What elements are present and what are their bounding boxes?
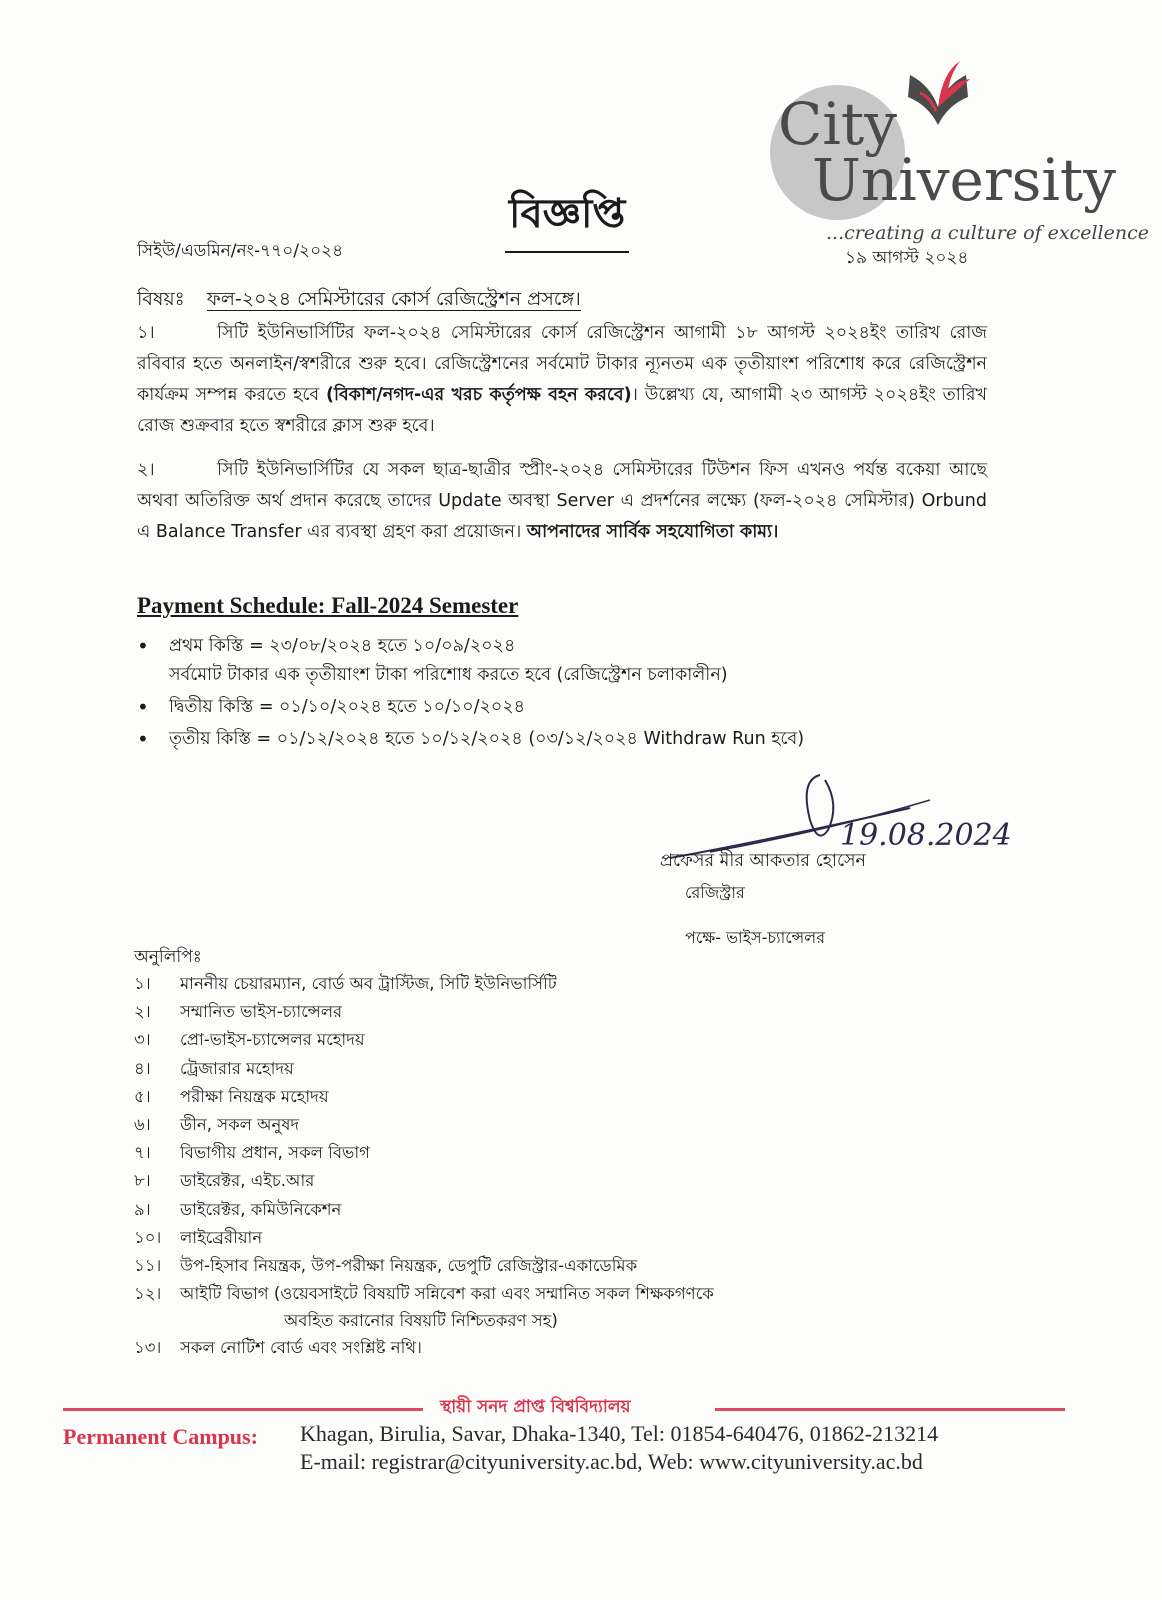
schedule-heading: Payment Schedule: Fall-2024 Semester [137,593,519,618]
cc-text: সকল নোটিশ বোর্ড এবং সংশ্লিষ্ট নথি। [180,1338,422,1358]
cc-item [134,1111,714,1139]
cc-number: ২। [134,1002,151,1022]
cc-heading: অনুলিপিঃ [134,947,202,967]
schedule-item-text: • তৃতীয় কিস্তি = ০১/১২/২০২৪ হতে ১০/১২/২০২৪ (০৩/১২/২০২৪ Withdraw Run হবে) [169,729,805,749]
subject-text: ফল-২০২৪ সেমিস্টারের কোর্স রেজিস্ট্রেশন প্রসঙ্গে। [206,288,581,310]
cc-text: ডীন, সকল অনুষদ [180,1115,300,1135]
cc-text: উপ-হিসাব নিয়ন্ত্রক, উপ-পরীক্ষা নিয়ন্ত্রক, ডেপুটি রেজিস্ট্রার-একাডেমিক [180,1256,638,1276]
cc-item [134,1334,714,1362]
cc-number: ৬। [134,1115,151,1135]
cc-number: ৯। [134,1199,151,1219]
cc-item [134,1083,714,1111]
on-behalf-of: পক্ষে- ভাইস-চ্যান্সেলর [685,928,825,947]
cc-item [134,970,714,998]
cc-item [134,1196,714,1224]
paragraph-text: সিটি ইউনিভার্সিটির ফল-২০২৪ সেমিস্টারের কোর্স রেজিস্ট্রেশন আগামী ১৮ আগস্ট ২০২৪ইং তারিখ রোজ রবিবার হতে অনলাইন/স্বশরীরে শুরু হবে। রেজিস্ট্রেশনের সর্বমোট টাকার ন্যূনতম এক তৃতীয়াংশ পরিশোধ করে রেজিস্ট্রেশন কার্যক্রম সম্পন্ন করতে হবে [137,323,987,405]
paragraph-2 [137,455,987,548]
cc-number: ৫। [134,1086,151,1106]
book-icon [890,55,980,145]
cc-number: ১০। [134,1227,162,1247]
footer-campus-label: Permanent Campus: [63,1424,258,1449]
cc-text: ডাইরেক্টর, এইচ.আর [180,1171,315,1191]
paragraph-bold: আপনাদের সার্বিক সহযোগিতা কাম্য। [526,522,779,542]
cc-number: ৮। [134,1171,151,1191]
signatory-name: প্রফেসর মীর আকতার হোসেন [660,851,867,871]
cc-item [134,1055,714,1083]
cc-number: ১২। [134,1284,162,1304]
cc-item [134,1167,714,1195]
cc-item [134,1139,714,1167]
schedule-item-note: সর্বমোট টাকার এক তৃতীয়াংশ টাকা পরিশোধ করতে হবে (রেজিস্ট্রেশন চলাকালীন) [169,665,728,685]
cc-list [134,970,714,1363]
footer-rule-left [63,1408,423,1411]
logo-tagline: ...creating a culture of excellence [826,222,1149,244]
paragraph-bold: (বিকাশ/নগদ-এর খরচ কর্তৃপক্ষ বহন করবে) [326,385,632,405]
cc-item [134,1026,714,1054]
paragraph-1 [137,318,987,442]
footer-accreditation: স্থায়ী সনদ প্রাপ্ত বিশ্ববিদ্যালয় [440,1397,631,1417]
cc-number: ৪। [134,1058,151,1078]
cc-text: লাইব্রেরীয়ান [180,1227,263,1247]
cc-text-continued: অবহিত করানোর বিষয়টি নিশ্চিতকরণ সহ) [284,1311,558,1331]
schedule-item-text: • প্রথম কিস্তি = ২৩/০৮/২০২৪ হতে ১০/০৯/২০২৪ [169,636,516,656]
subject-line [137,285,581,317]
subject-label: বিষয়ঃ [137,288,185,310]
cc-text: সম্মানিত ভাইস-চ্যান্সেলর [180,1002,343,1022]
footer-rule-right [715,1408,1065,1411]
footer-contact-line: E-mail: registrar@cityuniversity.ac.bd, Web: www.cityuniversity.ac.bd [300,1449,923,1474]
cc-item [134,1252,714,1280]
cc-number: ১। [134,974,151,993]
footer-address-line: Khagan, Birulia, Savar, Dhaka-1340, Tel: 01854-640476, 01862-213214 [300,1421,939,1446]
paragraph-text: সিটি ইউনিভার্সিটির যে সকল ছাত্র-ছাত্রীর স্প্রীং-২০২৪ সেমিস্টারের টিউশন ফিস এখনও পর্যন্ত বকেয়া আছে অথবা অতিরিক্ত অর্থ প্রদান করেছে তাদের Update অবস্থা Server এ প্রদর্শনের লক্ষ্যে (ফল-২০২৪ সেমিস্টার) Orbund এ Balance Transfer এর ব্যবস্থা গ্রহণ করা প্রয়োজন। [137,460,987,542]
cc-text: প্রো-ভাইস-চ্যান্সেলর মহোদয় [180,1030,365,1050]
reference-number: সিইউ/এডমিন/নং-৭৭০/২০২৪ [137,241,344,261]
signatory-role: রেজিস্ট্রার [685,883,745,902]
paragraph-number: ২। [137,460,155,480]
schedule-item-text: • দ্বিতীয় কিস্তি = ০১/১০/২০২৪ হতে ১০/১০/২০২৪ [169,697,526,717]
schedule-item [137,725,987,754]
university-logo [770,55,1149,260]
paragraph-number: ১। [137,323,155,343]
cc-text: ডাইরেক্টর, কমিউনিকেশন [180,1199,342,1219]
cc-number: ১৩। [134,1338,162,1358]
logo-word-university: University [812,146,1116,214]
cc-item [134,1224,714,1252]
cc-item [134,1280,714,1334]
payment-schedule-list [137,632,987,757]
cc-text: পরীক্ষা নিয়ন্ত্রক মহোদয় [180,1086,329,1106]
notice-date: ১৯ আগস্ট ২০২৪ [845,248,969,268]
schedule-item [137,632,987,690]
cc-number: ৭। [134,1143,151,1163]
cc-text: মাননীয় চেয়ারম্যান, বোর্ড অব ট্রাস্টিজ, সিটি ইউনিভার্সিটি [180,974,557,993]
cc-number: ৩। [134,1030,151,1050]
schedule-item [137,693,987,722]
paragraph-tail: । উল্লেখ্য যে, আগামী ২৩ আগস্ট ২০২৪ইং তারিখ রোজ শুক্রবার হতে স্বশরীরে ক্লাস শুরু হবে। [137,385,987,436]
cc-text: আইটি বিভাগ (ওয়েবসাইটে বিষয়টি সন্নিবেশ করা এবং সম্মানিত সকল শিক্ষকগণকে [180,1284,714,1304]
cc-item [134,998,714,1026]
cc-number: ১১। [134,1256,162,1276]
notice-title: বিজ্ঞপ্তি [505,182,629,253]
signature-date: 19.08.2024 [840,818,1012,853]
footer-address [300,1420,938,1476]
cc-text: ট্রেজারার মহোদয় [180,1058,294,1078]
cc-text: বিভাগীয় প্রধান, সকল বিভাগ [180,1143,370,1163]
logo-word-city: City [778,90,898,158]
